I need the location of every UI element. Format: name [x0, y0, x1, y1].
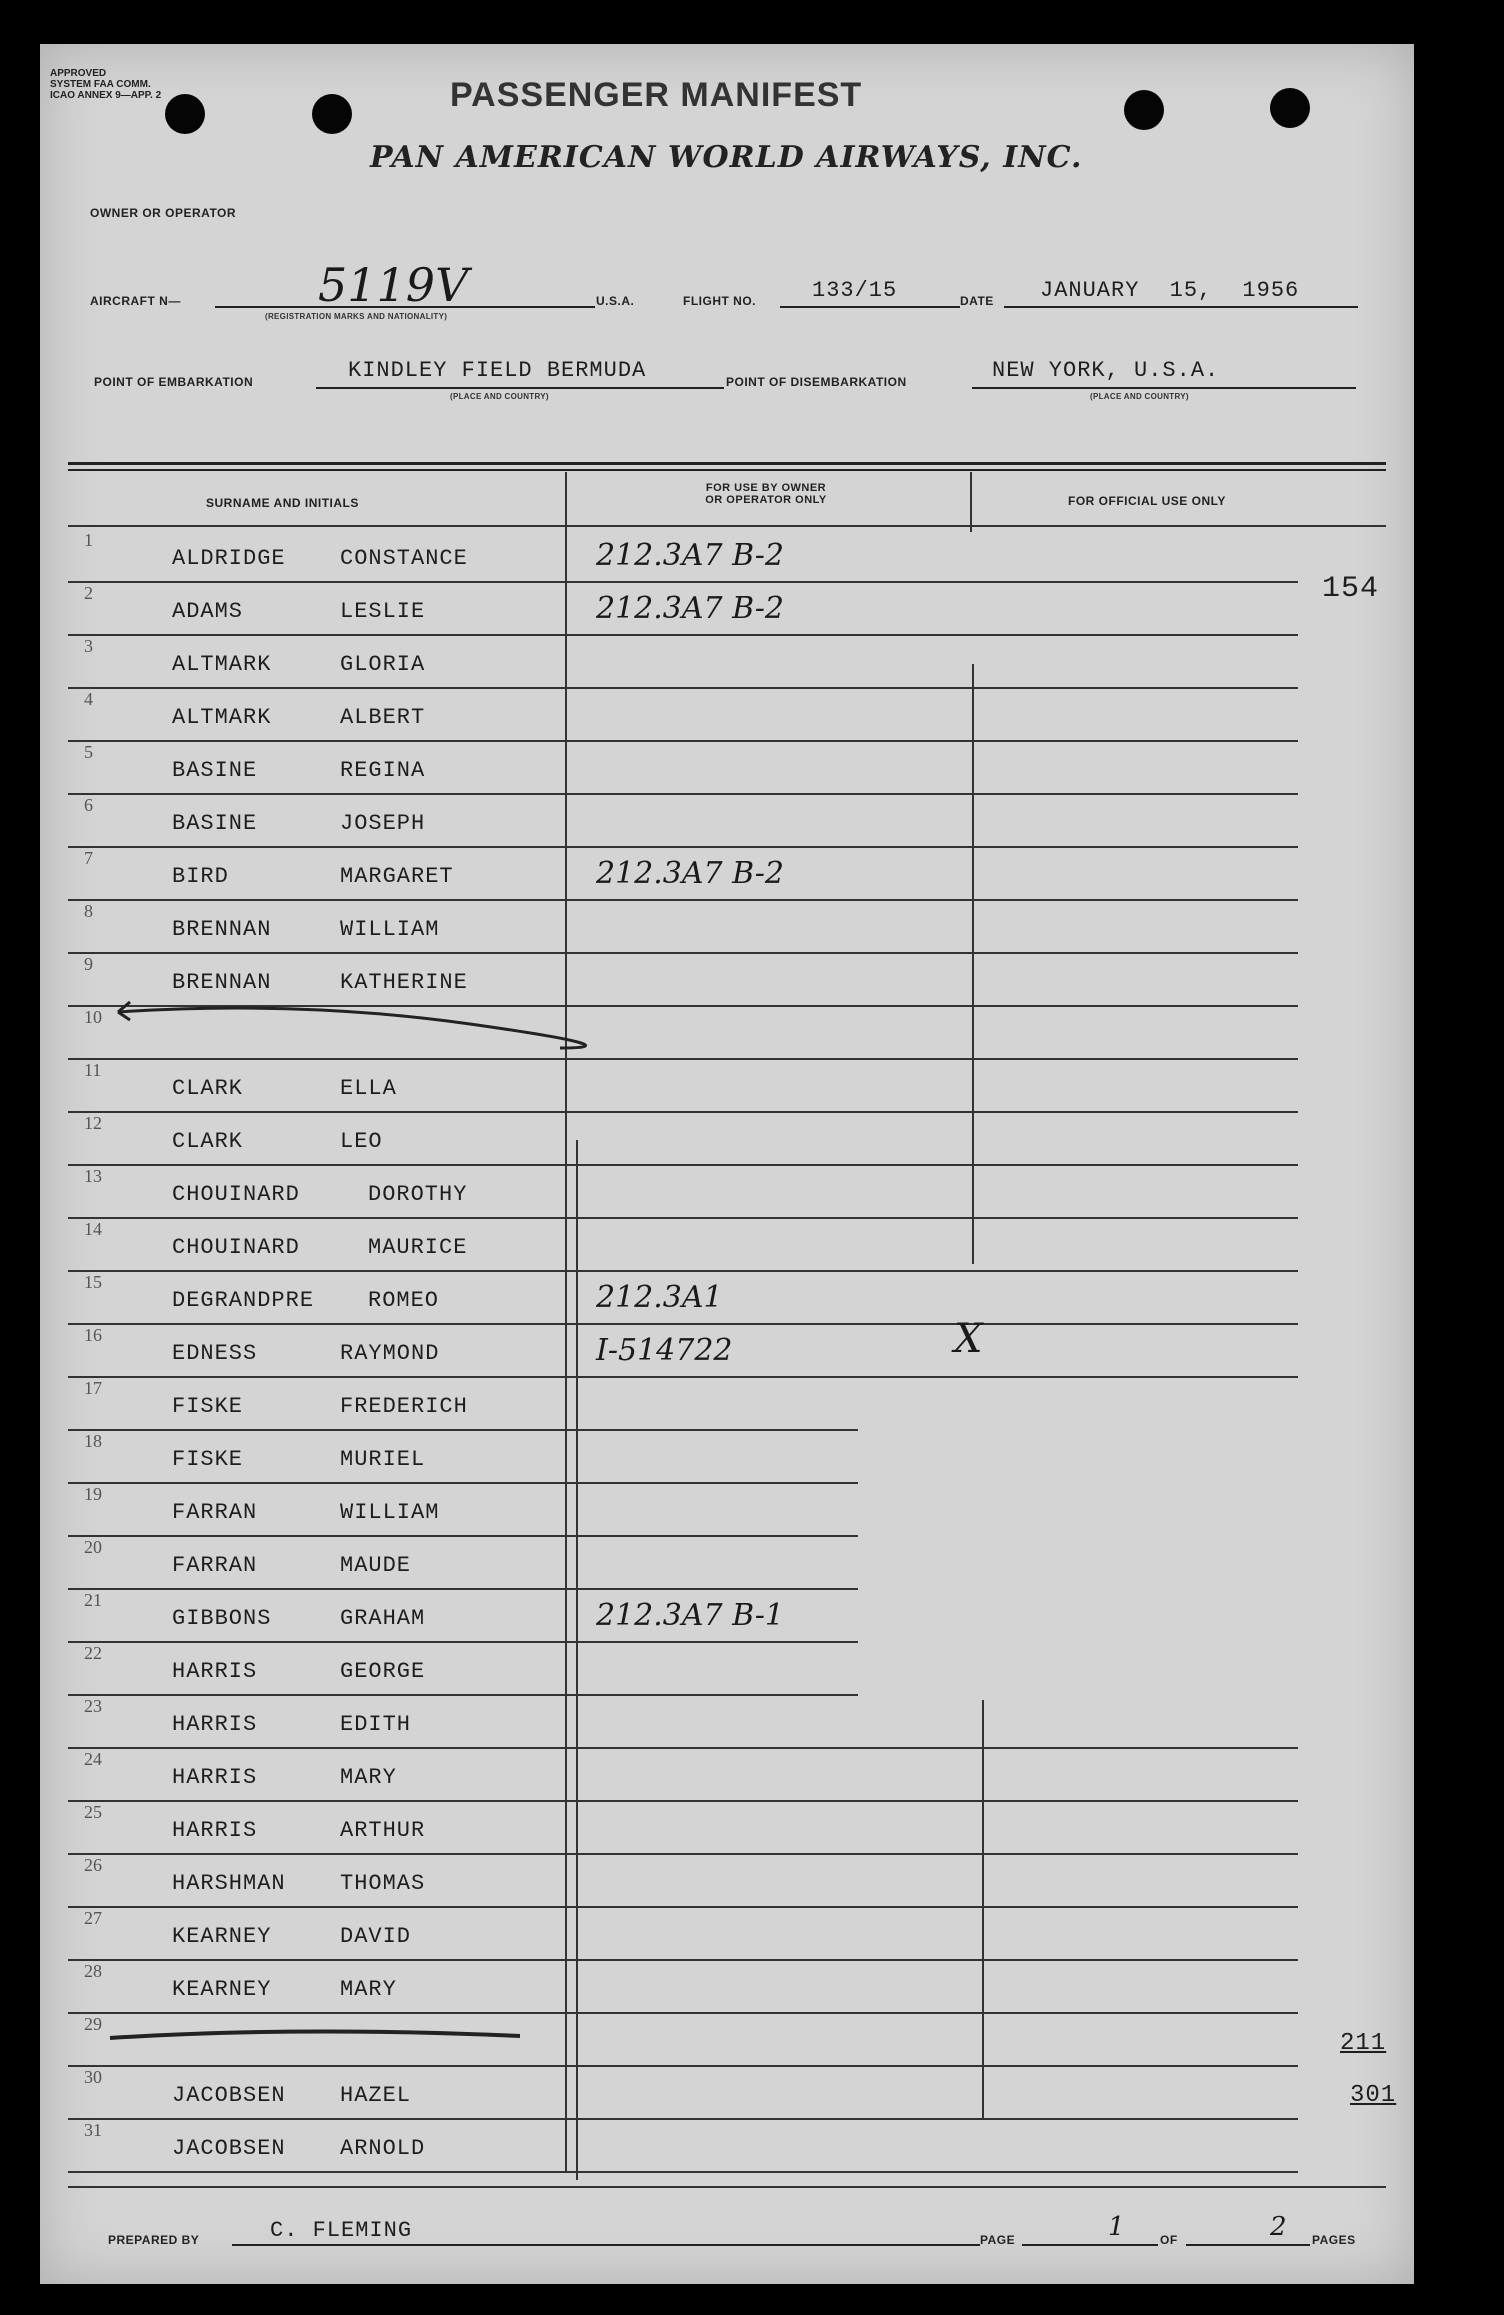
strikeout-line	[110, 2031, 520, 2038]
aircraft-label: AIRCRAFT N—	[90, 294, 181, 308]
passenger-surname: CHOUINARD	[172, 1235, 300, 1260]
col-official-header: FOR OFFICIAL USE ONLY	[1068, 494, 1226, 508]
approval-line: ICAO ANNEX 9—APP. 2	[50, 90, 162, 101]
passenger-given-name: CONSTANCE	[340, 546, 468, 571]
row-number: 16	[84, 1325, 102, 1345]
col-owner-header-line: OR OPERATOR ONLY	[705, 494, 827, 506]
passenger-surname: ADAMS	[172, 599, 244, 624]
passenger-given-name: HAZEL	[340, 2083, 412, 2108]
row-number: 22	[84, 1643, 102, 1663]
row-number: 17	[84, 1378, 102, 1398]
owner-label: OWNER OR OPERATOR	[90, 206, 237, 220]
disembark-label: POINT OF DISEMBARKATION	[726, 375, 907, 389]
passenger-given-name: GLORIA	[340, 652, 426, 677]
flight-value: 133/15	[812, 278, 898, 303]
row-number: 23	[84, 1696, 102, 1716]
row-number: 1	[84, 530, 93, 550]
footer-rule	[68, 2186, 1386, 2188]
passenger-given-name: ELLA	[340, 1076, 397, 1101]
passenger-given-name: REGINA	[340, 758, 426, 783]
passenger-given-name: LEO	[340, 1129, 383, 1154]
date-label: DATE	[960, 294, 994, 308]
row-number: 11	[84, 1060, 102, 1080]
passenger-given-name: RAYMOND	[340, 1341, 440, 1366]
disembark-sublabel: (PLACE AND COUNTRY)	[1090, 392, 1189, 401]
disembark-value: NEW YORK, U.S.A.	[992, 358, 1220, 383]
page-title: PASSENGER MANIFEST	[450, 76, 863, 114]
row-number: 18	[84, 1431, 102, 1451]
col-surname-header: SURNAME AND INITIALS	[206, 496, 359, 510]
approval-line: SYSTEM FAA COMM.	[50, 79, 151, 90]
passenger-surname: FISKE	[172, 1394, 244, 1419]
flight-label: FLIGHT NO.	[683, 294, 756, 308]
row-number: 26	[84, 1855, 102, 1875]
row-number: 29	[84, 2014, 102, 2034]
passenger-surname: CLARK	[172, 1076, 244, 1101]
aircraft-value: 5119V	[318, 258, 469, 312]
row-number: 7	[84, 848, 93, 868]
passenger-surname: HARRIS	[172, 1659, 258, 1684]
passenger-surname: FARRAN	[172, 1500, 258, 1525]
passenger-surname: BRENNAN	[172, 970, 272, 995]
passenger-given-name: GEORGE	[340, 1659, 426, 1684]
country-label: U.S.A.	[596, 294, 635, 308]
row-number: 2	[84, 583, 93, 603]
passenger-surname: DEGRANDPRE	[172, 1288, 315, 1313]
row-number: 21	[84, 1590, 102, 1610]
note-211: 211	[1340, 2030, 1387, 2057]
passenger-surname: GIBBONS	[172, 1606, 272, 1631]
passenger-surname: ALDRIDGE	[172, 546, 286, 571]
passenger-surname: EDNESS	[172, 1341, 258, 1366]
passenger-given-name: THOMAS	[340, 1871, 426, 1896]
row-number: 27	[84, 1908, 102, 1928]
passenger-given-name: MARY	[340, 1977, 397, 2002]
passenger-given-name: DOROTHY	[368, 1182, 468, 1207]
passenger-surname: BIRD	[172, 864, 229, 889]
row-number: 10	[84, 1007, 102, 1027]
passenger-given-name: KATHERINE	[340, 970, 468, 995]
passenger-surname: HARRIS	[172, 1712, 258, 1737]
page-value: 1	[1108, 2212, 1125, 2242]
passenger-given-name: ARTHUR	[340, 1818, 426, 1843]
passenger-surname: BASINE	[172, 811, 258, 836]
strikeout-line	[118, 1008, 586, 1048]
edness-mark: X	[954, 1316, 983, 1362]
passenger-given-name: WILLIAM	[340, 917, 440, 942]
row-number: 12	[84, 1113, 102, 1133]
passenger-surname: JACOBSEN	[172, 2136, 286, 2161]
note-301: 301	[1350, 2082, 1397, 2109]
col-owner-header-line: FOR USE BY OWNER	[705, 482, 827, 494]
row-number: 5	[84, 742, 93, 762]
passenger-given-name: MARY	[340, 1765, 397, 1790]
of-label: OF	[1160, 2233, 1178, 2247]
passenger-given-name: ROMEO	[368, 1288, 440, 1313]
row-number: 24	[84, 1749, 102, 1769]
row-number: 14	[84, 1219, 102, 1239]
passenger-surname: FARRAN	[172, 1553, 258, 1578]
row-number: 8	[84, 901, 93, 921]
passenger-given-name: GRAHAM	[340, 1606, 426, 1631]
embark-value: KINDLEY FIELD BERMUDA	[348, 358, 647, 383]
row-number: 19	[84, 1484, 102, 1504]
passenger-given-name: JOSEPH	[340, 811, 426, 836]
passenger-surname: BRENNAN	[172, 917, 272, 942]
of-underline	[1186, 2244, 1310, 2246]
passenger-surname: ALTMARK	[172, 705, 272, 730]
owner-code: 212.3A7 B-1	[596, 1598, 784, 1633]
page-label: PAGE	[980, 2233, 1016, 2247]
date-value: JANUARY 15, 1956	[1040, 278, 1300, 303]
passenger-surname: BASINE	[172, 758, 258, 783]
row-number: 6	[84, 795, 93, 815]
passenger-given-name: WILLIAM	[340, 1500, 440, 1525]
row-number: 28	[84, 1961, 102, 1981]
row-number: 20	[84, 1537, 102, 1557]
row-number: 4	[84, 689, 93, 709]
prepared-label: PREPARED BY	[108, 2233, 200, 2247]
passenger-given-name: ARNOLD	[340, 2136, 426, 2161]
of-value: 2	[1270, 2212, 1287, 2242]
passenger-surname: HARRIS	[172, 1818, 258, 1843]
passenger-surname: HARSHMAN	[172, 1871, 286, 1896]
page-underline	[1022, 2244, 1158, 2246]
embark-label: POINT OF EMBARKATION	[94, 375, 254, 389]
passenger-given-name: ALBERT	[340, 705, 426, 730]
passenger-given-name: MARGARET	[340, 864, 454, 889]
row-number: 30	[84, 2067, 102, 2087]
owner-code: 212.3A7 B-2	[596, 538, 784, 573]
owner-code: 212.3A7 B-2	[596, 591, 784, 626]
prepared-underline	[232, 2244, 980, 2246]
passenger-given-name: EDITH	[340, 1712, 412, 1737]
row-number: 25	[84, 1802, 102, 1822]
owner-value: PAN AMERICAN WORLD AIRWAYS, INC.	[370, 140, 1083, 175]
passenger-surname: FISKE	[172, 1447, 244, 1472]
passenger-given-name: DAVID	[340, 1924, 412, 1949]
approval-line: APPROVED	[50, 68, 107, 79]
passenger-surname: CHOUINARD	[172, 1182, 300, 1207]
row-number: 13	[84, 1166, 102, 1186]
aircraft-sublabel: (REGISTRATION MARKS AND NATIONALITY)	[265, 312, 448, 321]
passenger-given-name: MURIEL	[340, 1447, 426, 1472]
owner-code: 212.3A1	[596, 1280, 723, 1315]
embark-sublabel: (PLACE AND COUNTRY)	[450, 392, 549, 401]
passenger-given-name: LESLIE	[340, 599, 426, 624]
passenger-surname: ALTMARK	[172, 652, 272, 677]
row-number: 31	[84, 2120, 102, 2140]
owner-code: I-514722	[596, 1333, 733, 1368]
row-number: 15	[84, 1272, 102, 1292]
passenger-surname: CLARK	[172, 1129, 244, 1154]
pages-label: PAGES	[1312, 2233, 1356, 2247]
passenger-given-name: MAUDE	[340, 1553, 412, 1578]
row-number: 9	[84, 954, 93, 974]
passenger-given-name: MAURICE	[368, 1235, 468, 1260]
prepared-value: C. FLEMING	[270, 2218, 413, 2243]
passenger-surname: HARRIS	[172, 1765, 258, 1790]
margin-note: 154	[1322, 572, 1380, 606]
passenger-given-name: FREDERICH	[340, 1394, 468, 1419]
passenger-surname: JACOBSEN	[172, 2083, 286, 2108]
owner-code: 212.3A7 B-2	[596, 856, 784, 891]
passenger-surname: KEARNEY	[172, 1924, 272, 1949]
passenger-surname: KEARNEY	[172, 1977, 272, 2002]
row-number: 3	[84, 636, 93, 656]
